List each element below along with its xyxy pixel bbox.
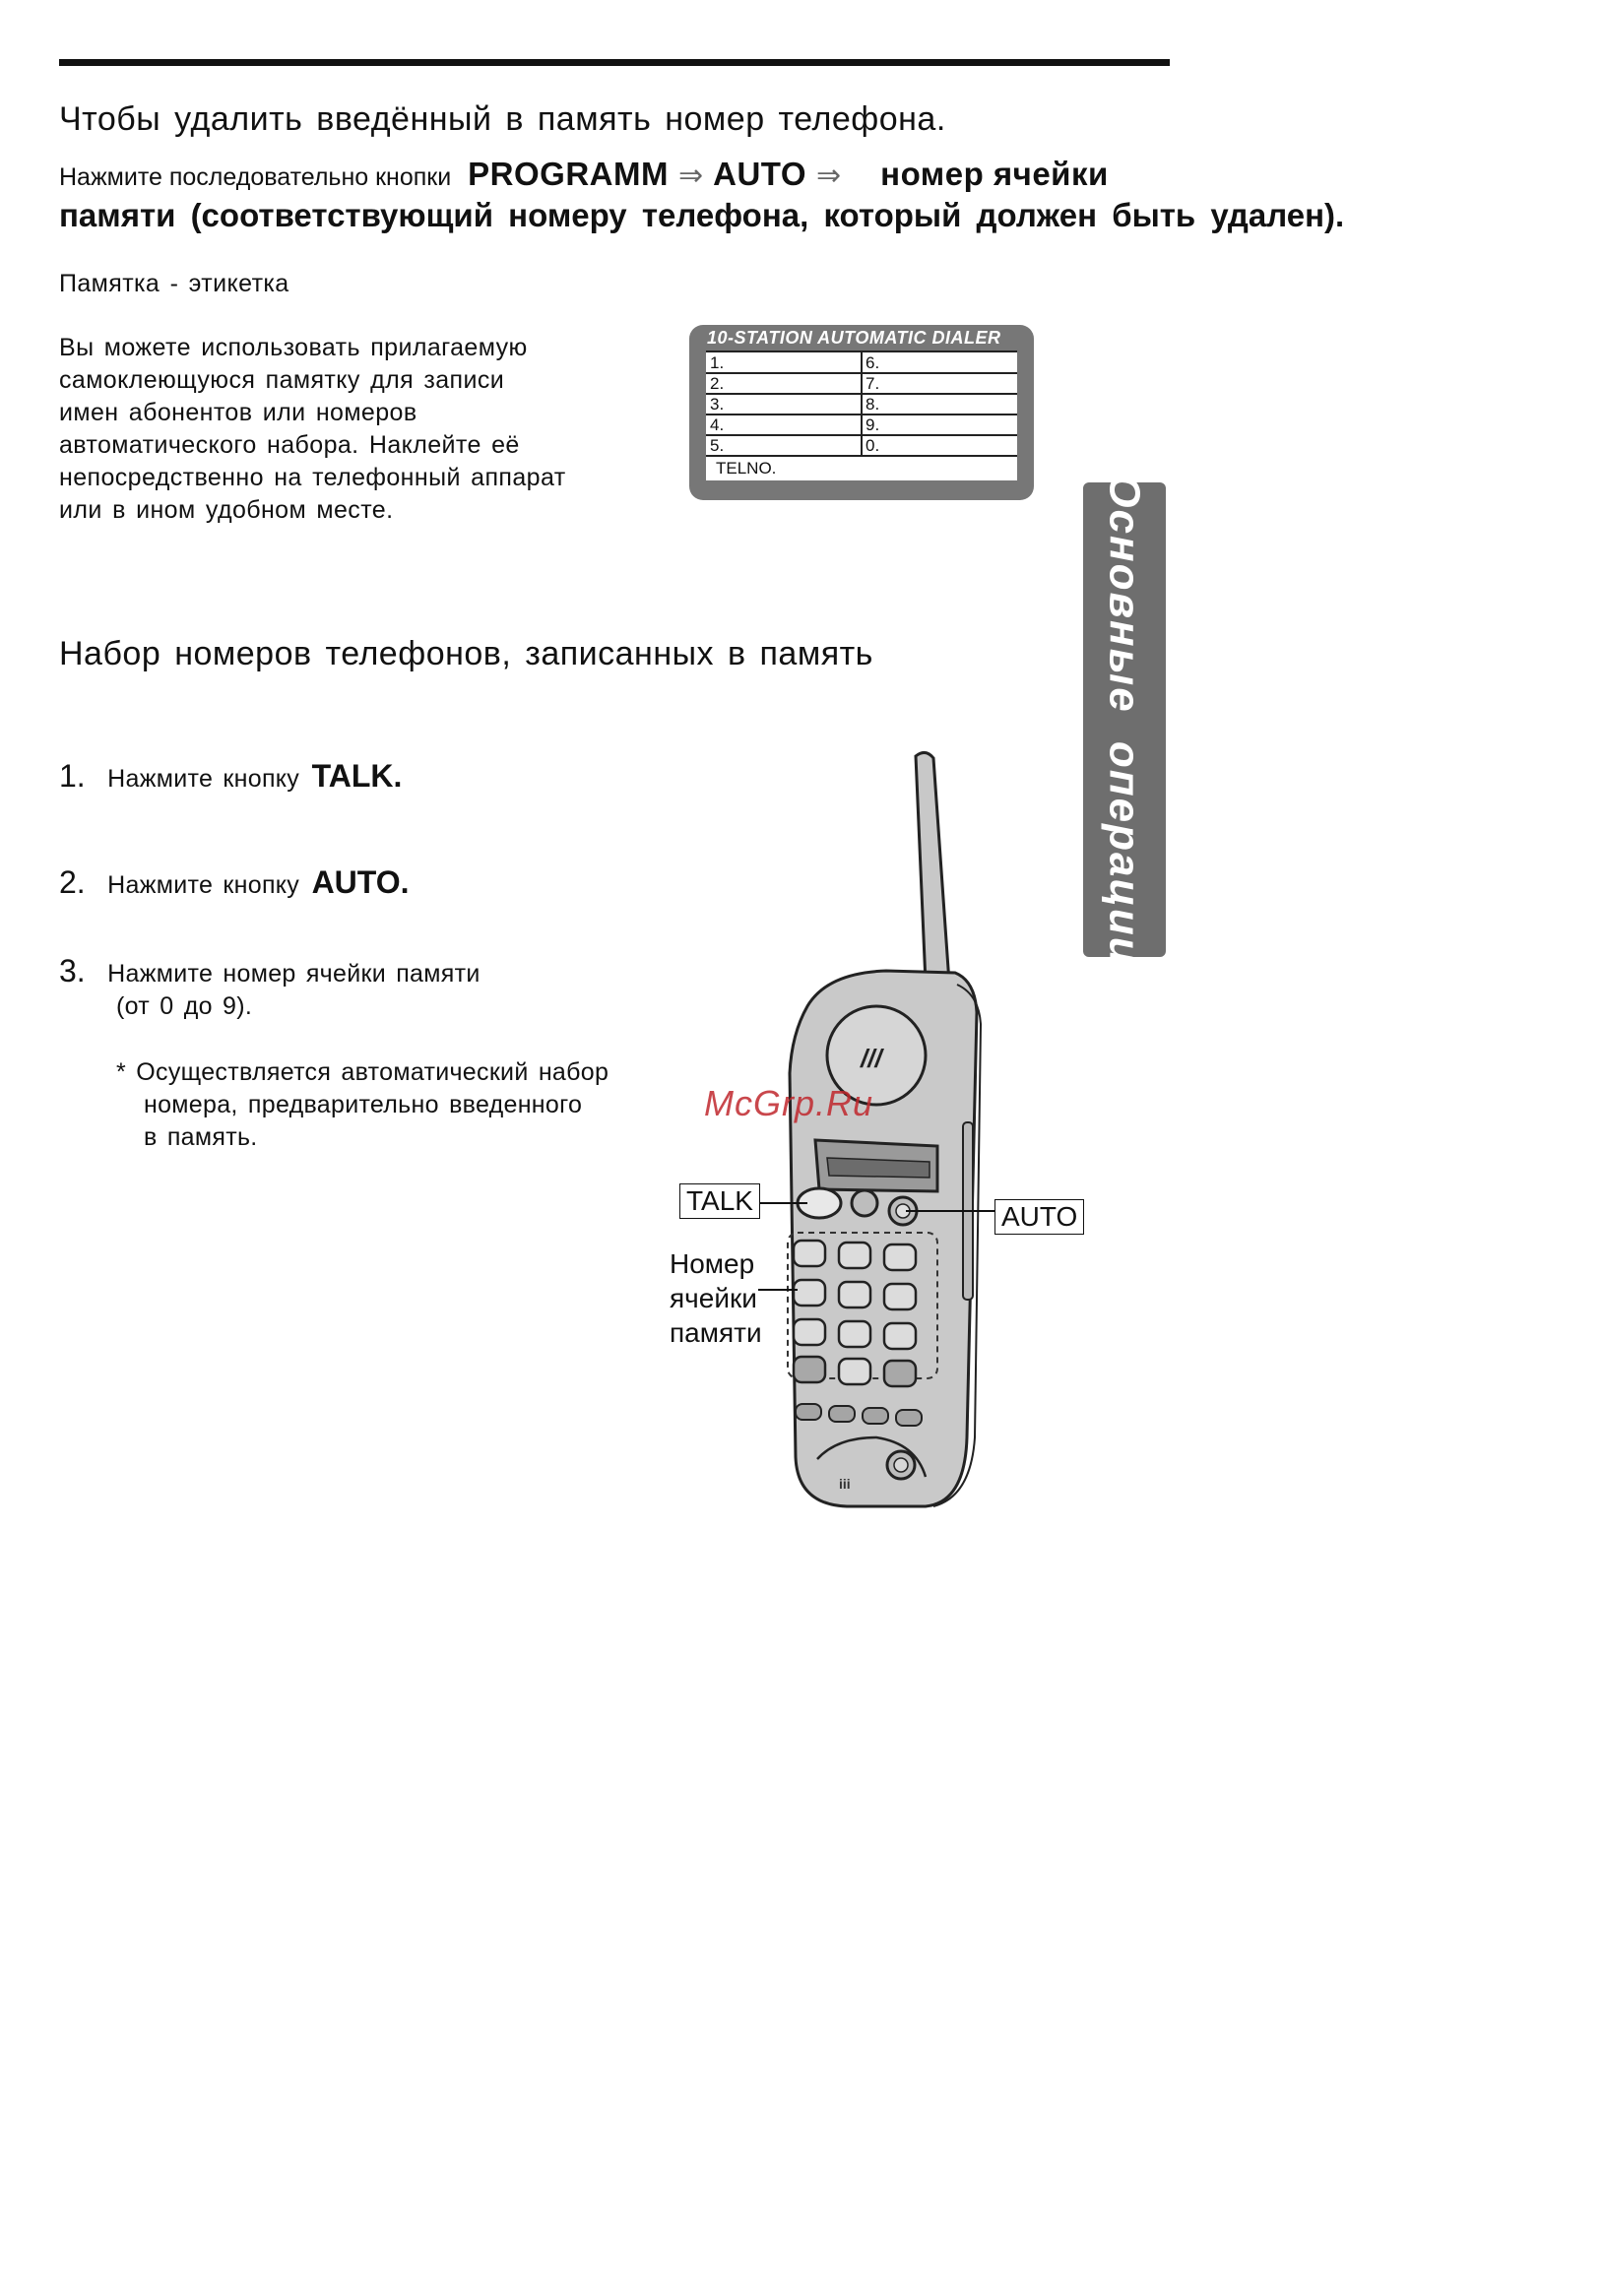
watermark: McGrp.Ru [704,1083,874,1123]
sticker-slot: 0. [866,436,880,455]
label-body-line: самоклеющуюся памятку для записи [59,366,505,394]
section-side-label: Основные операции [1101,474,1150,966]
auto-callout: AUTO [994,1199,1084,1235]
note-line: в память. [144,1123,258,1151]
sticker-slot: 8. [866,395,880,414]
delete-heading: Чтобы удалить введённый в память номер телефона. [59,100,946,138]
label-heading: Памятка - этикетка [59,270,289,297]
note-line: * Осуществляется автоматический набор [116,1058,609,1086]
label-body-line: автоматического набора. Наклейте её [59,431,520,459]
step-3 [59,953,481,989]
step-text: Нажмите кнопку [107,765,300,793]
handset-illustration [768,748,1122,1536]
sticker-footer: TELNO. [716,459,777,478]
label-body-line: имен абонентов или номеров [59,399,417,426]
note-line: номера, предварительно введенного [144,1091,583,1118]
top-rule [59,59,1170,66]
step-number: 3. [59,953,86,989]
memory-cell-label: Номер ячейки памяти [670,1248,762,1348]
instruction-prefix: Нажмите последовательно кнопки [59,163,452,191]
step-3-range: (от 0 до 9). [116,992,253,1020]
sticker-grid [706,351,1017,480]
sticker-slot: 3. [710,395,725,414]
step-text: Нажмите кнопку [107,871,300,899]
sticker-slot: 6. [866,353,880,372]
label-body-line: Вы можете использовать прилагаемую [59,334,528,361]
brand-logo: /// [861,1044,882,1073]
sticker-slot: 7. [866,374,880,393]
label-body-line: или в ином удобном месте. [59,496,394,524]
sticker-slot: 2. [710,374,725,393]
step-number: 1. [59,758,86,794]
arrow-icon: ⇒ [816,159,842,192]
svg-text:iii: iii [839,1476,851,1492]
sticker-slot: 5. [710,436,725,455]
step-2 [59,864,410,901]
step-1 [59,758,402,795]
sticker-slot: 1. [710,353,725,372]
step-key: AUTO. [311,864,410,900]
delete-instruction [59,156,1109,193]
step-number: 2. [59,864,86,900]
step-key: TALK. [311,758,403,794]
key-auto: AUTO [713,156,807,192]
key-programm: PROGRAMM [468,156,669,192]
label-body-line: непосредственно на телефонный аппарат [59,464,566,491]
step-text: Нажмите номер ячейки памяти [107,960,481,988]
delete-instruction-line2: памяти (соответствующий номеру телефона, который должен быть удален). [59,197,1345,233]
arrow-icon: ⇒ [677,159,704,192]
label-body [59,332,566,527]
step-note [116,1056,609,1154]
sticker-slot: 9. [866,415,880,434]
key-cell: номер ячейки [880,156,1109,192]
talk-callout: TALK [679,1183,760,1219]
sticker-title: 10-STATION AUTOMATIC DIALER [707,328,1001,348]
dial-heading: Набор номеров телефонов, записанных в память [59,635,873,672]
sticker-slot: 4. [710,415,725,434]
callout-lines [758,1181,1004,1329]
